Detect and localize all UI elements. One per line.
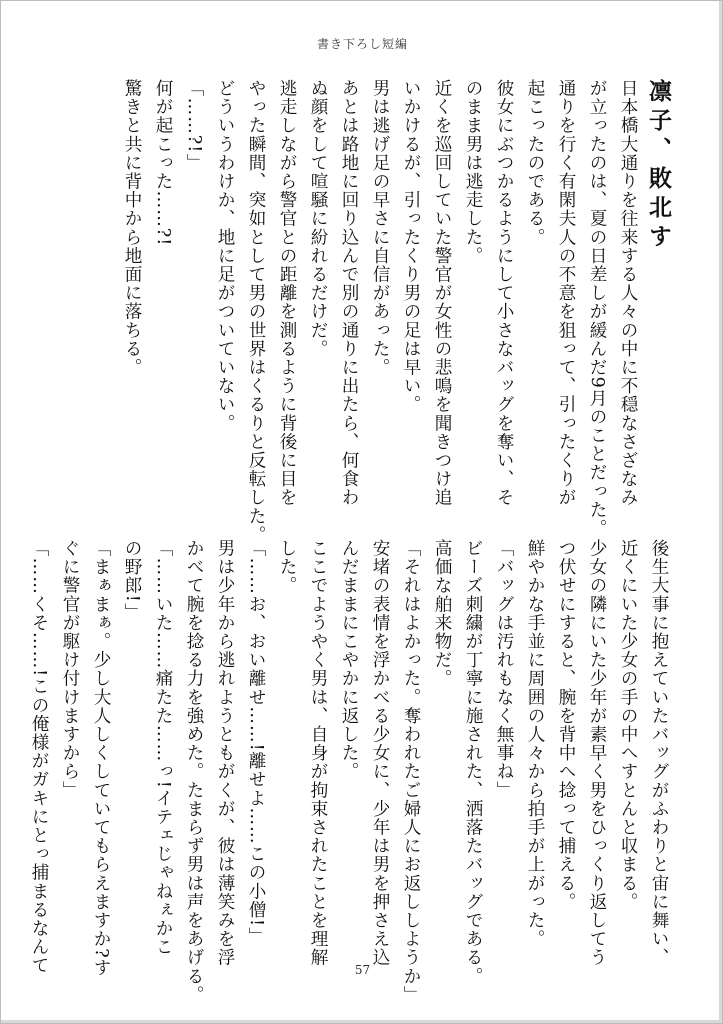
text-line: ビーズ刺繍が丁寧に施された、洒落たバッグである。 <box>463 539 483 986</box>
text-line: した。 <box>277 539 297 595</box>
text-line: ぐに警官が駆け付けますから」 <box>60 539 80 800</box>
text-line: いかけるが、引ったくり男の足は早い。 <box>401 79 421 414</box>
text-line: つ伏せにすると、腕を背中へ捻って捕える。 <box>556 539 576 911</box>
text-line: 逃走しながら警官との距離を測るように背後に目を <box>277 79 297 507</box>
running-head: 書き下ろし短編 <box>316 37 408 51</box>
text-line: 驚きと共に背中から地面に落ちる。 <box>122 79 142 377</box>
text-line: あとは路地に回り込んで別の通りに出たら、何食わ <box>339 79 359 507</box>
text-line: 「まぁまぁ。少し大人しくしていてもらえますか?す <box>91 539 111 978</box>
text-line: 高価な舶来物だ。 <box>432 539 452 688</box>
text-line: ここでようやく男は、自身が拘束されたことを理解 <box>308 539 328 967</box>
text-line: 少女の隣にいた少年が素早く男をひっくり返してう <box>587 539 607 967</box>
page-number: 57 <box>354 963 371 977</box>
text-line: 「……いた……痛たた……っ!イテェじゃねぇかこ <box>153 539 173 957</box>
text-line: かべて腕を捻る力を強めた。たまらず男は声をあげる。 <box>184 539 204 1004</box>
text-line: 「……?!」 <box>184 79 204 172</box>
text-line: が立ったのは、夏の日差しが緩んだ9月のことだった。 <box>587 79 607 538</box>
text-line: のまま男は逃走した。 <box>463 79 483 265</box>
text-line: 男は少年から逃れようともがくが、彼は薄笑みを浮 <box>215 539 235 967</box>
text-line: 近くにいた少女の手の中へすとんと収まる。 <box>618 539 638 911</box>
text-line: 日本橋大通りを往来する人々の中に不穏なさざなみ <box>618 79 638 507</box>
text-line: 通りを行く有閑夫人の不意を狙って、引ったくりが <box>556 79 576 507</box>
text-line: んだままにこやかに返した。 <box>339 539 359 781</box>
text-line: 「……くそ……!この俺様がガキにとっ捕まるなんて <box>29 539 49 975</box>
text-line: 「バッグは汚れもなく無事ね」 <box>494 539 514 800</box>
text-line: 鮮やかな手並に周囲の人々から拍手が上がった。 <box>525 539 545 949</box>
upper-text-block <box>116 79 674 544</box>
text-line: やった瞬間、突如として男の世界はくるりと反転した。 <box>246 79 266 544</box>
text-line: 「それはよかった。奪われたご婦人にお返ししようか」 <box>401 539 421 1004</box>
text-line: の野郎!」 <box>122 539 142 622</box>
chapter-title: 凛子、敗北す <box>645 79 672 253</box>
text-line: どういうわけか、地に足がついていない。 <box>215 79 235 433</box>
text-line: 何が起こった……?! <box>153 79 173 247</box>
text-line: 後生大事に抱えていたバッグがふわりと宙に舞い、 <box>649 539 669 967</box>
text-line: 起こったのである。 <box>525 79 545 247</box>
text-line: 男は逃げ足の早さに自信があった。 <box>370 79 390 377</box>
text-line: 彼女にぶつかるようにして小さなバッグを奪い、そ <box>494 79 514 507</box>
text-line: 安堵の表情を浮かべる少女に、少年は男を押さえ込 <box>370 539 390 967</box>
text-line: 「……お、おい離せ……!離せよ……この小僧!」 <box>246 539 266 946</box>
text-line: 近くを巡回していた警官が女性の悲鳴を聞きつけ追 <box>432 79 452 507</box>
text-line: ぬ顔をして喧騒に紛れるだけだ。 <box>308 79 328 358</box>
